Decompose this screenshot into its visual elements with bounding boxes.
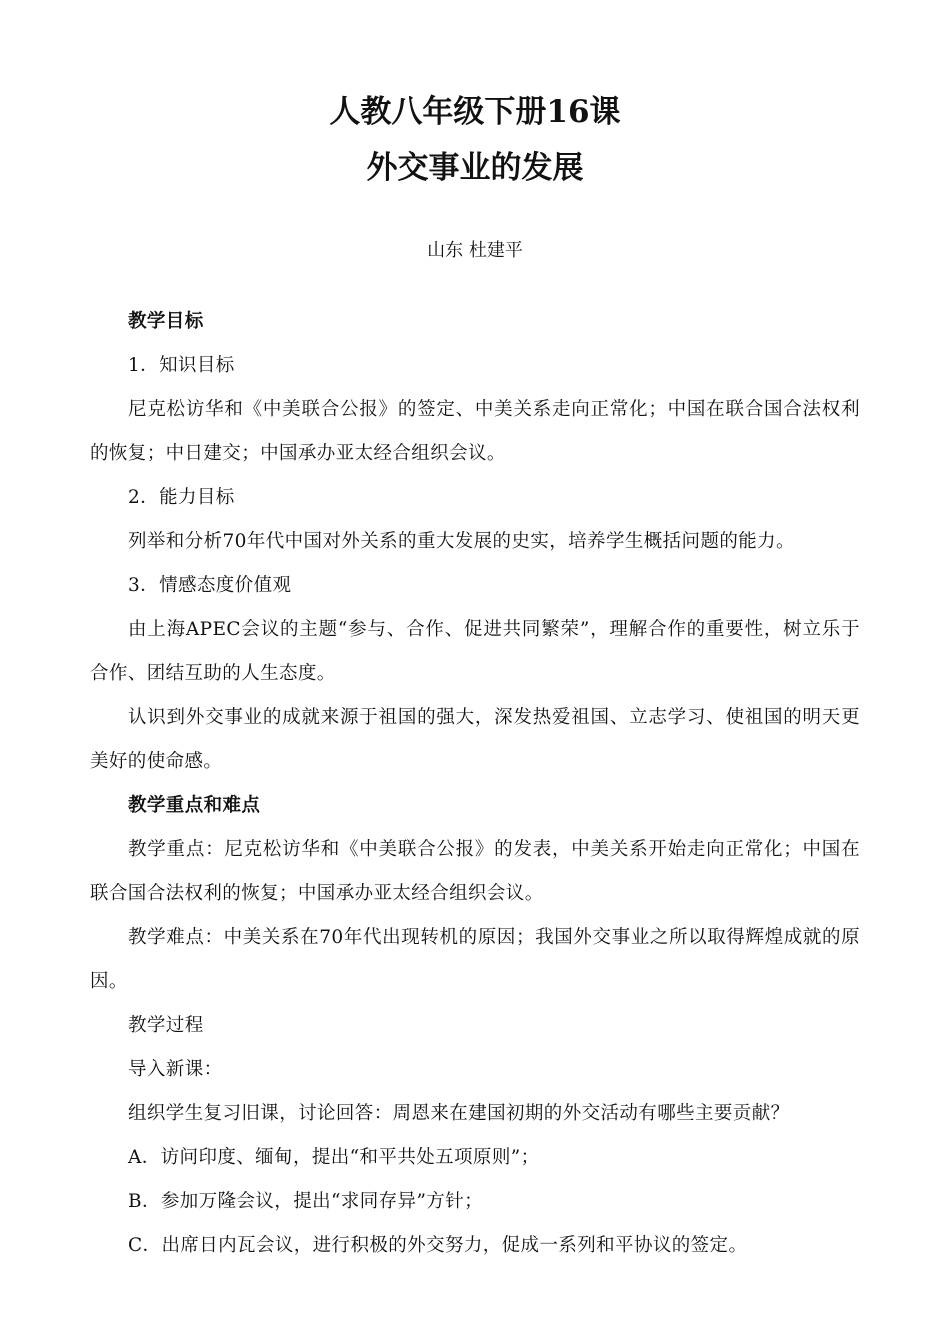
author-line: 山东 杜建平 bbox=[427, 240, 523, 261]
body-paragraph: C．出席日内瓦会议，进行积极的外交努力，促成一系列和平协议的签定。 bbox=[128, 1235, 748, 1256]
body-paragraph: B．参加万隆会议，提出“求同存异”方针； bbox=[128, 1191, 484, 1212]
body-paragraph: 尼克松访华和《中美联合公报》的签定、中美关系走向正常化；中国在联合国合法权利的恢复；中日建交；中国承办亚太经合组织会议。 bbox=[90, 399, 860, 464]
document-body bbox=[90, 300, 860, 1268]
body-paragraph: 组织学生复习旧课，讨论回答：周恩来在建国初期的外交活动有哪些主要贡献？ bbox=[128, 1103, 790, 1124]
body-paragraph: A．访问印度、缅甸，提出“和平共处五项原则”； bbox=[128, 1147, 540, 1168]
body-paragraph: 2．能力目标 bbox=[128, 487, 235, 508]
body-paragraph: 认识到外交事业的成就来源于祖国的强大，深发热爱祖国、立志学习、使祖国的明天更美好的使命感。 bbox=[90, 707, 860, 772]
body-paragraph: 导入新课： bbox=[128, 1059, 223, 1080]
section-heading: 教学重点和难点 bbox=[128, 795, 261, 816]
title-line-2: 外交事业的发展 bbox=[366, 150, 584, 186]
title-line-1: 人教八年级下册16课 bbox=[329, 94, 621, 130]
section-heading: 教学目标 bbox=[128, 311, 204, 332]
body-paragraph: 教学重点：尼克松访华和《中美联合公报》的发表，中美关系开始走向正常化；中国在联合国合法权利的恢复；中国承办亚太经合组织会议。 bbox=[90, 839, 860, 904]
body-paragraph: 教学过程 bbox=[128, 1015, 204, 1036]
body-paragraph: 1．知识目标 bbox=[128, 355, 235, 376]
body-paragraph: 列举和分析70年代中国对外关系的重大发展的史实，培养学生概括问题的能力。 bbox=[128, 531, 795, 552]
body-paragraph: 3．情感态度价值观 bbox=[128, 575, 292, 596]
body-paragraph: 教学难点：中美关系在70年代出现转机的原因；我国外交事业之所以取得辉煌成就的原因。 bbox=[90, 927, 860, 992]
body-paragraph: 由上海APEC会议的主题“参与、合作、促进共同繁荣”，理解合作的重要性，树立乐于合作、团结互助的人生态度。 bbox=[90, 619, 860, 684]
